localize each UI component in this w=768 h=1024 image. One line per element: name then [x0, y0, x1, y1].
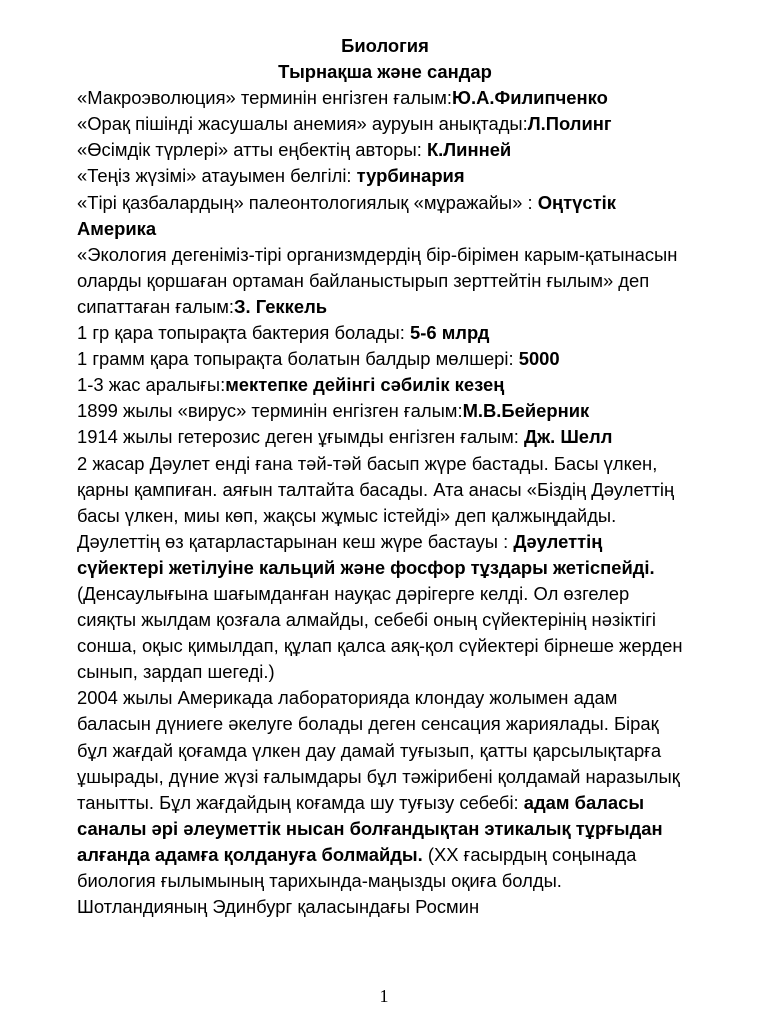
question-text: «Макроэволюция» терминін енгізген ғалым: — [77, 87, 453, 109]
question-text: «Теңіз жүзімі» атауымен белгілі: — [77, 165, 357, 187]
paragraph — [77, 242, 693, 320]
answer-text: адам баласы саналы әрі әлеуметтік нысан болғандықтан этикалық тұрғыдан алғанда адамға қолдануға болмайды. — [77, 791, 663, 865]
answer-text: мектепке дейінгі сәбилік кезең — [225, 374, 505, 396]
paragraph — [77, 424, 693, 450]
question-text: 1 грамм қара топырақта болатын балдыр мөлшері: — [77, 348, 519, 370]
question-text: 2 жасар Дәулет енді ғана тәй-тәй басып жүре бастады. Басы үлкен, қарны қампиған. аяғын талтайта басады. Ата анасы «Біздің Дәулеттің басы үлкен, миы көп, жақсы жұмыс істейді» деп қалжыңдайды. Дәулеттің өз қатарластарынан кеш жүре бастауы : — [77, 452, 675, 552]
explanation-text: (XX ғасырдың соңынада биология ғылымының тарихында-маңызды оқиға болды. Шотландияның Эдинбург қаласындағы Росмин — [77, 843, 637, 918]
question-text: «Орақ пішінді жасушалы анемия» ауруын анықтады: — [77, 113, 528, 135]
question-text: 1 гр қара топырақта бактерия болады: — [77, 322, 410, 344]
question-text: 2004 жылы Америкада лабораторияда клондау жолымен адам баласын дүниеге әкелуге болады деген сенсация жариялады. Бірақ бұл жағдай қоғамда үлкен дау дамай туғызып, қатты қарсылықтарға ұшырады, дүние жүзі ғалымдары бұл тәжірибені қолдамай наразылық танытты. Бұл жағдайдың коғамда шу туғызу себебі: — [77, 687, 680, 813]
answer-text: М.В.Бейерник — [462, 400, 590, 422]
answer-text: Дәулеттің сүйектері жетілуіне кальций және фосфор тұздары жетіспейді. — [77, 530, 655, 578]
paragraph — [77, 398, 693, 424]
document-subtitle: Тырнақша және сандар — [278, 61, 492, 83]
explanation-text: (Денсаулығына шағымданған науқас дәрігерге келді. Ол өзгелер сияқты жылдам қозғала алмайды, себебі оның сүйектерінің нәзіктігі сонша, оқыс қимылдап, құлап қалса аяқ-қол сүйектері бірнеше жерден сынып, зардап шегеді.) — [77, 582, 683, 683]
answer-text: Дж. Шелл — [523, 426, 613, 448]
paragraph — [77, 85, 693, 111]
question-text: «Тірі қазбалардың» палеонтологиялық «мұражайы» : — [77, 191, 538, 213]
question-text: «Өсімдік түрлері» атты еңбектің авторы: — [77, 139, 427, 161]
question-text: 1899 жылы «вирус» терминін енгізген ғалым: — [77, 400, 463, 422]
paragraph — [77, 190, 693, 242]
answer-text: турбинария — [356, 165, 465, 187]
paragraph — [77, 451, 693, 686]
paragraph — [77, 685, 693, 920]
answer-text: К.Линней — [426, 139, 512, 161]
paragraph — [77, 111, 693, 137]
answer-text: 5-6 млрд — [410, 322, 490, 344]
answer-text: Оңтүстік Америка — [77, 191, 616, 239]
paragraph — [77, 372, 693, 398]
document-page — [77, 33, 693, 920]
answer-text: Л.Полинг — [527, 113, 612, 135]
answer-text: Ю.А.Филипченко — [452, 87, 608, 109]
question-text: 1914 жылы гетерозис деген ұғымды енгізген ғалым: — [77, 426, 524, 448]
answer-text: 5000 — [518, 348, 560, 370]
paragraph — [77, 163, 693, 189]
paragraph — [77, 320, 693, 346]
question-text: 1-3 жас аралығы: — [77, 374, 226, 396]
paragraph — [77, 346, 693, 372]
page-number: 1 — [379, 986, 389, 1006]
question-text: «Экология дегеніміз-тірі организмдердің бір-бірімен карым-қатынасын оларды қоршаған ортаман байланыстырып зерттейтін ғылым» деп сипаттаған ғалым: — [77, 243, 678, 317]
answer-text: З. Геккель — [233, 295, 328, 317]
document-title: Биология — [341, 35, 429, 56]
paragraph — [77, 137, 693, 163]
